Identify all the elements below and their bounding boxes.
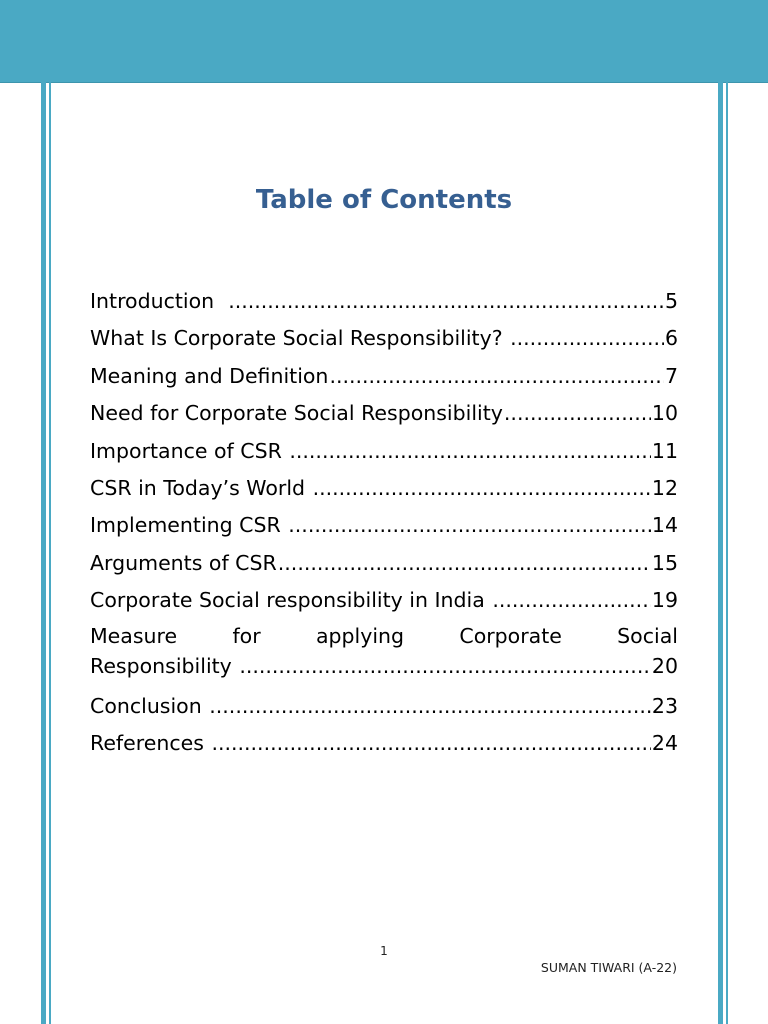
- toc-leader-dots: [329, 359, 664, 393]
- toc-entry-page: 24: [651, 730, 678, 755]
- toc-entry-label: Introduction: [90, 289, 228, 313]
- toc-entry-page: 12: [651, 475, 678, 500]
- toc-entry-measure-applying-csr[interactable]: [90, 621, 678, 689]
- toc-entry-page: 23: [651, 693, 678, 718]
- toc-entry-arguments-of-csr[interactable]: [90, 546, 678, 583]
- toc-word: Measure: [90, 623, 178, 648]
- toc-entry-introduction[interactable]: [90, 284, 678, 321]
- toc-leader-dots: [228, 284, 664, 318]
- toc-leader-dots: [313, 471, 651, 505]
- toc-entry-label: Meaning and Definition: [90, 363, 329, 388]
- toc-entry-label: Responsibility: [90, 653, 239, 678]
- table-of-contents: [90, 284, 678, 763]
- toc-entry-page: 20: [651, 653, 678, 678]
- toc-leader-dots: [504, 396, 651, 430]
- toc-entry-references[interactable]: [90, 726, 678, 763]
- toc-entry-page: 15: [651, 550, 678, 575]
- toc-entry-label: CSR in Today’s World: [90, 475, 312, 500]
- toc-entry-need-for-csr[interactable]: [90, 396, 678, 433]
- footer-author: SUMAN TIWARI (A-22): [540, 960, 677, 975]
- toc-entry-label: Corporate Social responsibility in India: [90, 588, 492, 613]
- toc-entry-importance-of-csr[interactable]: [90, 434, 678, 471]
- toc-word: applying: [315, 623, 405, 648]
- right-border-thin: [726, 82, 728, 1024]
- toc-entry-page: 5: [664, 289, 678, 313]
- header-band: [0, 0, 768, 83]
- toc-entry-meaning-definition[interactable]: [90, 359, 678, 396]
- toc-entry-label-line1: [90, 621, 678, 651]
- toc-entry-conclusion[interactable]: [90, 689, 678, 726]
- toc-leader-dots: [278, 546, 651, 580]
- left-border-thin: [49, 82, 51, 1024]
- toc-entry-csr-in-india[interactable]: [90, 583, 678, 620]
- toc-word: Corporate: [459, 623, 562, 648]
- page-title: Table of Contents: [255, 185, 513, 215]
- toc-leader-dots: [288, 508, 651, 542]
- toc-word: for: [232, 623, 261, 648]
- toc-entry-label: Importance of CSR: [90, 438, 289, 463]
- toc-leader-dots: [211, 726, 650, 760]
- toc-leader-dots: [492, 583, 651, 617]
- toc-entry-label: Implementing CSR: [90, 513, 288, 538]
- toc-leader-dots: [209, 689, 651, 723]
- toc-leader-dots: [510, 321, 664, 355]
- toc-entry-label: Need for Corporate Social Responsibility: [90, 401, 503, 426]
- toc-entry-page: 6: [664, 326, 678, 351]
- toc-leader-dots: [289, 434, 651, 468]
- toc-word: Social: [617, 623, 678, 648]
- toc-entry-implementing-csr[interactable]: [90, 508, 678, 545]
- toc-entry-page: 19: [651, 588, 678, 613]
- right-border-thick: [718, 82, 723, 1024]
- toc-entry-page: 10: [651, 401, 678, 426]
- toc-entry-label: References: [90, 730, 211, 755]
- toc-entry-csr-todays-world[interactable]: [90, 471, 678, 508]
- page-number: 1: [380, 944, 388, 958]
- toc-entry-label: Arguments of CSR: [90, 550, 277, 575]
- toc-entry-page: 14: [651, 513, 678, 538]
- toc-entry-label: What Is Corporate Social Responsibility?: [90, 326, 510, 351]
- toc-entry-what-is-csr[interactable]: [90, 321, 678, 358]
- toc-entry-page: 7: [664, 363, 678, 388]
- toc-leader-dots: [239, 651, 651, 681]
- toc-entry-label: Conclusion: [90, 693, 209, 718]
- toc-entry-label-line2: [90, 651, 678, 681]
- left-border-thick: [41, 82, 46, 1024]
- toc-entry-page: 11: [651, 438, 678, 463]
